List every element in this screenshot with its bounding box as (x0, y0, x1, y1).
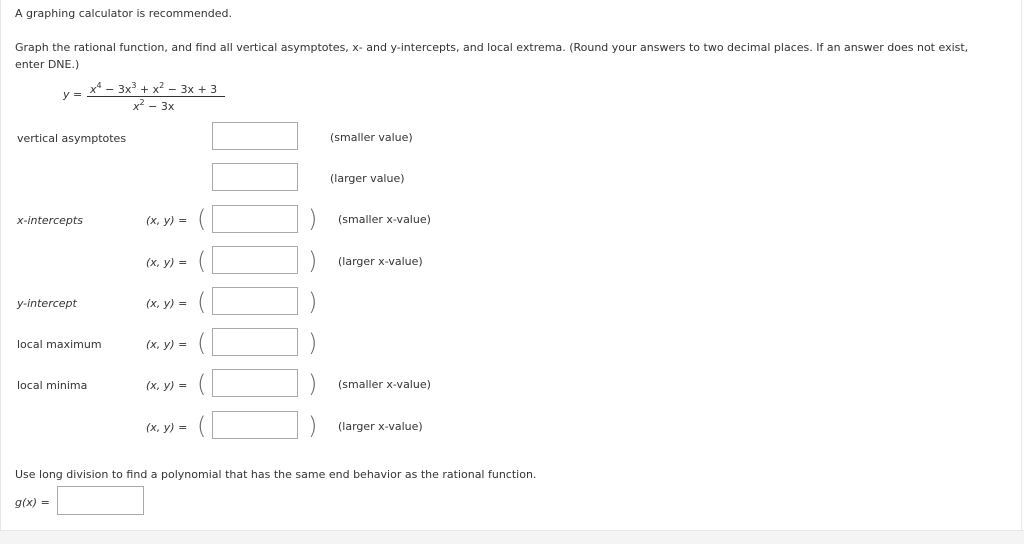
intro-text: A graphing calculator is recommended. (15, 7, 232, 20)
function-denominator: $x^2 - 3x$ (133, 98, 175, 113)
local-minimum-smaller-input[interactable] (212, 369, 298, 397)
vertical-asymptote-larger-hint: (larger value) (330, 172, 405, 185)
bottom-bar (0, 530, 1024, 544)
local-minimum-larger-hint: (larger x-value) (338, 420, 423, 433)
x-intercept-1-close-paren: ) (308, 205, 318, 233)
x-intercept-larger-hint: (larger x-value) (338, 255, 423, 268)
local-minimum-2-open-paren: ( (197, 412, 207, 440)
x-intercepts-label: x-intercepts (17, 214, 83, 227)
y-intercept-label: y-intercept (17, 297, 77, 310)
long-division-prompt: Use long division to find a polynomial that has the same end behavior as the rational function. (15, 468, 537, 481)
instructions-line-2: enter DNE.) (15, 58, 80, 71)
vertical-asymptote-smaller-hint: (smaller value) (330, 131, 413, 144)
local-minimum-smaller-hint: (smaller x-value) (338, 378, 431, 391)
fraction-bar (87, 96, 225, 97)
g-of-x-input[interactable] (57, 486, 144, 515)
vertical-asymptotes-label: vertical asymptotes (17, 132, 127, 145)
y-intercept-prefix: (x, y) = (146, 297, 188, 310)
local-minimum-2-prefix: (x, y) = (146, 421, 188, 434)
x-intercept-smaller-hint: (smaller x-value) (338, 213, 431, 226)
local-maximum-label: local maximum (17, 338, 102, 351)
x-intercept-2-prefix: (x, y) = (146, 256, 188, 269)
instructions-line-1: Graph the rational function, and find all vertical asymptotes, x- and y-intercepts, and local extrema. (Round your answers to two decimal places. If an answer does not exist, (15, 41, 969, 54)
x-intercept-1-open-paren: ( (197, 205, 207, 233)
y-intercept-close-paren: ) (308, 288, 318, 316)
vertical-asymptote-smaller-input[interactable] (212, 122, 298, 150)
local-maximum-close-paren: ) (308, 329, 318, 357)
local-minimum-2-close-paren: ) (308, 412, 318, 440)
local-minima-label: local minima (17, 379, 88, 392)
y-intercept-open-paren: ( (197, 288, 207, 316)
x-intercept-2-close-paren: ) (308, 247, 318, 275)
local-minimum-larger-input[interactable] (212, 411, 298, 439)
function-lhs: y = (63, 88, 83, 101)
x-intercept-1-prefix: (x, y) = (146, 214, 188, 227)
x-intercept-2-open-paren: ( (197, 247, 207, 275)
x-intercept-larger-input[interactable] (212, 246, 298, 274)
g-of-x-label: g(x) = (15, 496, 50, 509)
x-intercept-smaller-input[interactable] (212, 205, 298, 233)
local-maximum-open-paren: ( (197, 329, 207, 357)
y-intercept-input[interactable] (212, 287, 298, 315)
local-minimum-1-prefix: (x, y) = (146, 379, 188, 392)
local-maximum-prefix: (x, y) = (146, 338, 188, 351)
local-minimum-1-close-paren: ) (308, 370, 318, 398)
local-maximum-input[interactable] (212, 328, 298, 356)
function-numerator: $x^4 - 3x^3 + x^2 - 3x + 3$ (90, 81, 218, 96)
local-minimum-1-open-paren: ( (197, 370, 207, 398)
vertical-asymptote-larger-input[interactable] (212, 163, 298, 191)
